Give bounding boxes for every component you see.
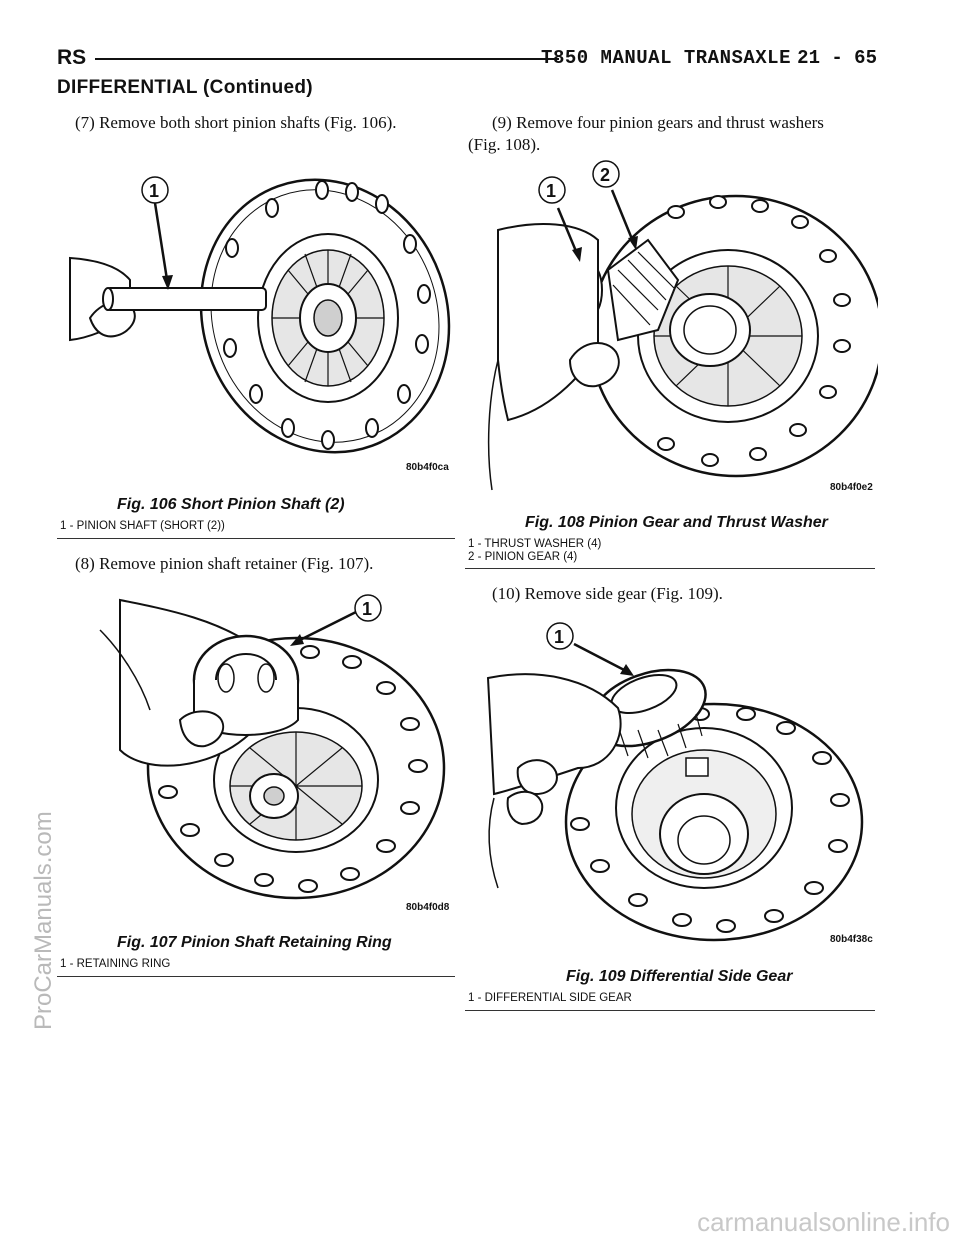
figure-108-caption: Fig. 108 Pinion Gear and Thrust Washer [525,514,828,531]
figure-109-legend-item: 1 - DIFFERENTIAL SIDE GEAR [468,992,632,1004]
figure-109-caption: Fig. 109 Differential Side Gear [566,968,793,985]
figure-107-rule [57,976,455,977]
page-header [57,46,877,70]
figure-109-legend [468,992,632,1005]
step-7: (7) Remove both short pinion shafts (Fig. 106). [75,113,397,132]
step-9-line-1: (9) Remove four pinion gears and thrust washers [492,113,824,132]
figure-109-callout-1: 1 [554,627,565,647]
footer-watermark: carmanualsonline.info [697,1207,950,1237]
figure-106-legend-item: 1 - PINION SHAFT (SHORT (2)) [60,520,225,532]
figure-107-legend [60,958,170,971]
header-rule [95,58,559,60]
step-10: (10) Remove side gear (Fig. 109). [492,584,723,603]
figure-106-legend [60,520,225,533]
header-title: T850 MANUAL TRANSAXLE [541,47,791,69]
figure-107-image [60,590,460,915]
figure-108-code: 80b4f0e2 [830,482,873,493]
figure-108-legend [468,538,601,564]
figure-108-callout-2: 2 [600,165,611,185]
figure-106-image [60,168,460,480]
step-8: (8) Remove pinion shaft retainer (Fig. 107). [75,554,374,573]
section-title: DIFFERENTIAL (Continued) [57,77,313,98]
figure-107-code: 80b4f0d8 [406,902,450,913]
figure-108-rule [465,568,875,569]
figure-106-rule [57,538,455,539]
side-watermark: ProCarManuals.com [30,811,57,1030]
figure-108-legend-item-1: 1 - THRUST WASHER (4) [468,538,602,550]
figure-106-code: 80b4f0ca [406,462,449,473]
header-section-code: RS [57,46,87,69]
figure-106-caption: Fig. 106 Short Pinion Shaft (2) [117,496,345,513]
figure-107-legend-item: 1 - RETAINING RING [60,958,171,970]
figure-107-callout-1: 1 [362,599,373,619]
figure-109-image [478,618,878,948]
figure-107-caption: Fig. 107 Pinion Shaft Retaining Ring [117,934,392,951]
figure-108-callout-1: 1 [546,181,557,201]
step-9-line-2: (Fig. 108). [468,135,541,154]
figure-109-code: 80b4f38c [830,934,873,945]
figure-108-image [478,160,878,500]
page-number: 21 - 65 [797,47,877,69]
figure-108-legend-item-2: 2 - PINION GEAR (4) [468,551,578,563]
figure-106-callout-1: 1 [149,181,160,201]
figure-109-rule [465,1010,875,1011]
